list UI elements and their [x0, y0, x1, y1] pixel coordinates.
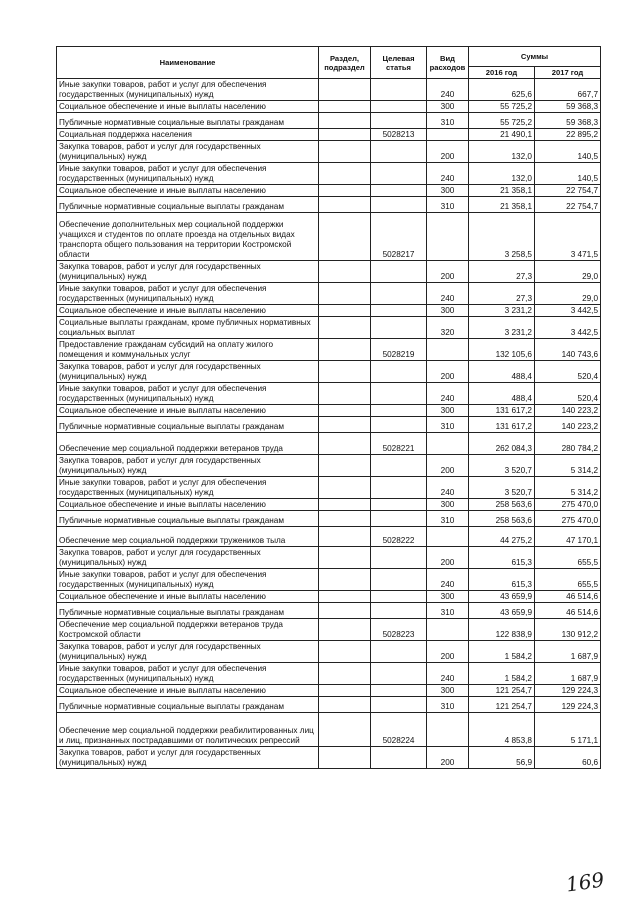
row-sum-2016: 615,3: [469, 569, 535, 591]
row-name: Публичные нормативные социальные выплаты гражданам: [57, 113, 319, 129]
row-sum-2016: 488,4: [469, 361, 535, 383]
row-name: Обеспечение мер социальной поддержки ветеранов труда Костромской области: [57, 619, 319, 641]
row-name: Социальное обеспечение и иные выплаты населению: [57, 185, 319, 197]
row-name: Социальное обеспечение и иные выплаты населению: [57, 685, 319, 697]
row-name: Обеспечение мер социальной поддержки ветеранов труда: [57, 433, 319, 455]
row-sum-2016: 3 520,7: [469, 477, 535, 499]
row-section: [319, 113, 371, 129]
header-section: Раздел, подраздел: [319, 47, 371, 79]
row-sum-2017: 47 170,1: [535, 527, 601, 547]
row-sum-2017: 29,0: [535, 283, 601, 305]
row-sum-2017: 22 754,7: [535, 185, 601, 197]
table-row: [57, 185, 601, 197]
page-number: 169: [564, 867, 606, 897]
row-sum-2016: 122 838,9: [469, 619, 535, 641]
row-target: [371, 569, 427, 591]
row-sum-2017: 140 743,6: [535, 339, 601, 361]
table-row: [57, 163, 601, 185]
row-sum-2016: 132,0: [469, 141, 535, 163]
row-sum-2017: 59 368,3: [535, 101, 601, 113]
row-sum-2017: 5 314,2: [535, 455, 601, 477]
row-name: Предоставление гражданам субсидий на оплату жилого помещения и коммунальных услуг: [57, 339, 319, 361]
table-row: [57, 197, 601, 213]
row-sum-2017: 3 442,5: [535, 317, 601, 339]
row-sum-2016: 121 254,7: [469, 685, 535, 697]
row-target: [371, 261, 427, 283]
row-sum-2016: 1 584,2: [469, 663, 535, 685]
row-target: 5028221: [371, 433, 427, 455]
row-section: [319, 591, 371, 603]
row-target: 5028223: [371, 619, 427, 641]
table-row: [57, 79, 601, 101]
row-sum-2017: 129 224,3: [535, 685, 601, 697]
row-sum-2017: 130 912,2: [535, 619, 601, 641]
row-sum-2016: 1 584,2: [469, 641, 535, 663]
row-name: Иные закупки товаров, работ и услуг для обеспечения государственных (муниципальных) нужд: [57, 477, 319, 499]
row-section: [319, 261, 371, 283]
row-section: [319, 163, 371, 185]
row-type: 200: [427, 641, 469, 663]
row-sum-2016: 44 275,2: [469, 527, 535, 547]
table-row: [57, 663, 601, 685]
row-type: 240: [427, 477, 469, 499]
row-sum-2017: 46 514,6: [535, 603, 601, 619]
row-sum-2017: 140 223,2: [535, 417, 601, 433]
row-sum-2017: 275 470,0: [535, 511, 601, 527]
row-sum-2017: 1 687,9: [535, 641, 601, 663]
row-name: Закупка товаров, работ и услуг для государственных (муниципальных) нужд: [57, 641, 319, 663]
row-target: [371, 603, 427, 619]
row-sum-2017: 140 223,2: [535, 405, 601, 417]
table-row: [57, 697, 601, 713]
row-sum-2016: 615,3: [469, 547, 535, 569]
row-sum-2017: 22 754,7: [535, 197, 601, 213]
header-year-2017: 2017 год: [535, 67, 601, 79]
row-type: 240: [427, 163, 469, 185]
row-type: 300: [427, 591, 469, 603]
row-sum-2017: 667,7: [535, 79, 601, 101]
row-target: [371, 383, 427, 405]
row-sum-2016: 56,9: [469, 747, 535, 769]
row-type: 200: [427, 141, 469, 163]
row-name: Иные закупки товаров, работ и услуг для обеспечения государственных (муниципальных) нужд: [57, 283, 319, 305]
row-sum-2016: 21 358,1: [469, 185, 535, 197]
table-row: [57, 511, 601, 527]
table-row: [57, 101, 601, 113]
table-row: [57, 361, 601, 383]
row-section: [319, 641, 371, 663]
table-row: [57, 405, 601, 417]
table-row: [57, 305, 601, 317]
row-sum-2017: 22 895,2: [535, 129, 601, 141]
row-type: 240: [427, 283, 469, 305]
row-section: [319, 213, 371, 261]
row-type: 310: [427, 603, 469, 619]
row-sum-2016: 488,4: [469, 383, 535, 405]
row-sum-2016: 132 105,6: [469, 339, 535, 361]
row-sum-2016: 121 254,7: [469, 697, 535, 713]
row-type: 200: [427, 261, 469, 283]
row-type: [427, 619, 469, 641]
row-target: [371, 405, 427, 417]
row-name: Закупка товаров, работ и услуг для государственных (муниципальных) нужд: [57, 261, 319, 283]
row-sum-2017: 280 784,2: [535, 433, 601, 455]
row-type: 200: [427, 547, 469, 569]
row-target: [371, 113, 427, 129]
row-sum-2016: 4 853,8: [469, 713, 535, 747]
row-sum-2016: 27,3: [469, 261, 535, 283]
row-target: 5028213: [371, 129, 427, 141]
row-sum-2016: 43 659,9: [469, 603, 535, 619]
budget-table: [56, 46, 601, 769]
row-section: [319, 317, 371, 339]
header-target: Целевая статья: [371, 47, 427, 79]
row-name: Обеспечение мер социальной поддержки реабилитированных лиц и лиц, признанных пострадавшими от политических репрессий: [57, 713, 319, 747]
row-name: Социальное обеспечение и иные выплаты населению: [57, 305, 319, 317]
row-sum-2017: 275 470,0: [535, 499, 601, 511]
row-section: [319, 477, 371, 499]
row-type: 200: [427, 747, 469, 769]
row-target: [371, 283, 427, 305]
row-name: Закупка товаров, работ и услуг для государственных (муниципальных) нужд: [57, 547, 319, 569]
row-type: 300: [427, 185, 469, 197]
row-type: [427, 339, 469, 361]
row-section: [319, 455, 371, 477]
row-section: [319, 79, 371, 101]
row-type: 310: [427, 197, 469, 213]
row-section: [319, 511, 371, 527]
row-type: [427, 527, 469, 547]
row-section: [319, 361, 371, 383]
row-type: 300: [427, 305, 469, 317]
row-name: Социальное обеспечение и иные выплаты населению: [57, 591, 319, 603]
table-row: [57, 641, 601, 663]
row-sum-2017: 140,5: [535, 141, 601, 163]
row-section: [319, 619, 371, 641]
row-type: 300: [427, 405, 469, 417]
row-sum-2017: 520,4: [535, 383, 601, 405]
row-name: Социальная поддержка населения: [57, 129, 319, 141]
row-name: Иные закупки товаров, работ и услуг для обеспечения государственных (муниципальных) нужд: [57, 163, 319, 185]
row-sum-2017: 3 471,5: [535, 213, 601, 261]
row-type: 240: [427, 569, 469, 591]
table-row: [57, 283, 601, 305]
row-target: [371, 511, 427, 527]
row-name: Иные закупки товаров, работ и услуг для обеспечения государственных (муниципальных) нужд: [57, 569, 319, 591]
row-sum-2017: 3 442,5: [535, 305, 601, 317]
row-section: [319, 405, 371, 417]
header-sums: Суммы: [469, 47, 601, 67]
row-target: [371, 79, 427, 101]
header-type: Вид расходов: [427, 47, 469, 79]
row-type: [427, 129, 469, 141]
table-row: [57, 129, 601, 141]
row-type: [427, 713, 469, 747]
row-target: [371, 747, 427, 769]
row-section: [319, 141, 371, 163]
row-sum-2017: 29,0: [535, 261, 601, 283]
row-section: [319, 383, 371, 405]
header-year-2016: 2016 год: [469, 67, 535, 79]
row-target: [371, 663, 427, 685]
row-name: Социальное обеспечение и иные выплаты населению: [57, 499, 319, 511]
row-sum-2017: 655,5: [535, 547, 601, 569]
row-section: [319, 417, 371, 433]
row-sum-2016: 55 725,2: [469, 113, 535, 129]
row-target: [371, 317, 427, 339]
row-name: Публичные нормативные социальные выплаты гражданам: [57, 417, 319, 433]
table-row: [57, 433, 601, 455]
row-name: Публичные нормативные социальные выплаты гражданам: [57, 603, 319, 619]
row-target: [371, 499, 427, 511]
row-name: Закупка товаров, работ и услуг для государственных (муниципальных) нужд: [57, 361, 319, 383]
table-row: [57, 603, 601, 619]
row-section: [319, 663, 371, 685]
row-section: [319, 713, 371, 747]
header-name: Наименование: [57, 47, 319, 79]
row-section: [319, 747, 371, 769]
table-row: [57, 713, 601, 747]
row-target: [371, 141, 427, 163]
table-row: [57, 261, 601, 283]
row-target: [371, 185, 427, 197]
table-row: [57, 747, 601, 769]
table-row: [57, 685, 601, 697]
row-sum-2017: 1 687,9: [535, 663, 601, 685]
row-section: [319, 101, 371, 113]
row-type: 310: [427, 417, 469, 433]
row-target: [371, 591, 427, 603]
row-type: 200: [427, 361, 469, 383]
row-sum-2017: 520,4: [535, 361, 601, 383]
row-target: 5028219: [371, 339, 427, 361]
row-name: Публичные нормативные социальные выплаты гражданам: [57, 697, 319, 713]
row-type: 300: [427, 685, 469, 697]
row-sum-2016: 55 725,2: [469, 101, 535, 113]
row-name: Социальное обеспечение и иные выплаты населению: [57, 405, 319, 417]
row-sum-2016: 21 490,1: [469, 129, 535, 141]
row-sum-2016: 258 563,6: [469, 499, 535, 511]
row-type: 240: [427, 383, 469, 405]
row-type: 300: [427, 101, 469, 113]
row-type: 240: [427, 663, 469, 685]
row-type: 310: [427, 697, 469, 713]
row-type: [427, 433, 469, 455]
row-target: [371, 361, 427, 383]
row-section: [319, 527, 371, 547]
row-section: [319, 339, 371, 361]
table-row: [57, 317, 601, 339]
row-type: 200: [427, 455, 469, 477]
row-name: Иные закупки товаров, работ и услуг для обеспечения государственных (муниципальных) нужд: [57, 383, 319, 405]
table-row: [57, 113, 601, 129]
table-row: [57, 547, 601, 569]
row-target: [371, 477, 427, 499]
row-sum-2016: 131 617,2: [469, 405, 535, 417]
table-row: [57, 477, 601, 499]
row-name: Социальные выплаты гражданам, кроме публичных нормативных социальных выплат: [57, 317, 319, 339]
row-target: [371, 455, 427, 477]
row-section: [319, 547, 371, 569]
row-name: Закупка товаров, работ и услуг для государственных (муниципальных) нужд: [57, 141, 319, 163]
row-sum-2017: 140,5: [535, 163, 601, 185]
row-sum-2017: 46 514,6: [535, 591, 601, 603]
row-section: [319, 185, 371, 197]
row-section: [319, 433, 371, 455]
row-name: Социальное обеспечение и иные выплаты населению: [57, 101, 319, 113]
budget-table-sheet: [56, 46, 600, 769]
row-name: Публичные нормативные социальные выплаты гражданам: [57, 511, 319, 527]
row-sum-2017: 5 171,1: [535, 713, 601, 747]
row-name: Закупка товаров, работ и услуг для государственных (муниципальных) нужд: [57, 455, 319, 477]
row-sum-2017: 129 224,3: [535, 697, 601, 713]
row-section: [319, 569, 371, 591]
row-section: [319, 283, 371, 305]
row-sum-2017: 5 314,2: [535, 477, 601, 499]
row-target: [371, 163, 427, 185]
row-target: [371, 685, 427, 697]
row-target: 5028224: [371, 713, 427, 747]
row-sum-2017: 60,6: [535, 747, 601, 769]
table-row: [57, 455, 601, 477]
row-type: 310: [427, 511, 469, 527]
row-sum-2016: 262 084,3: [469, 433, 535, 455]
table-row: [57, 141, 601, 163]
row-name: Иные закупки товаров, работ и услуг для обеспечения государственных (муниципальных) нужд: [57, 79, 319, 101]
row-type: [427, 213, 469, 261]
row-type: 240: [427, 79, 469, 101]
row-name: Обеспечение мер социальной поддержки тружеников тыла: [57, 527, 319, 547]
row-target: [371, 305, 427, 317]
row-sum-2016: 43 659,9: [469, 591, 535, 603]
table-body: [57, 79, 601, 769]
table-row: [57, 499, 601, 511]
row-type: 300: [427, 499, 469, 511]
row-section: [319, 697, 371, 713]
row-sum-2016: 27,3: [469, 283, 535, 305]
table-row: [57, 569, 601, 591]
table-row: [57, 527, 601, 547]
row-section: [319, 685, 371, 697]
row-target: 5028222: [371, 527, 427, 547]
row-section: [319, 197, 371, 213]
table-row: [57, 591, 601, 603]
row-name: Обеспечение дополнительных мер социальной поддержки учащихся и студентов по оплате проезда на отдельных видах транспорта общего пользования на территории Костромской области: [57, 213, 319, 261]
row-target: 5028217: [371, 213, 427, 261]
row-sum-2016: 3 231,2: [469, 305, 535, 317]
row-target: [371, 547, 427, 569]
row-target: [371, 417, 427, 433]
row-sum-2016: 132,0: [469, 163, 535, 185]
row-name: Публичные нормативные социальные выплаты гражданам: [57, 197, 319, 213]
row-section: [319, 305, 371, 317]
row-sum-2016: 3 258,5: [469, 213, 535, 261]
row-section: [319, 129, 371, 141]
row-section: [319, 603, 371, 619]
row-sum-2016: 258 563,6: [469, 511, 535, 527]
table-row: [57, 383, 601, 405]
row-sum-2017: 655,5: [535, 569, 601, 591]
row-section: [319, 499, 371, 511]
row-sum-2016: 3 231,2: [469, 317, 535, 339]
table-row: [57, 619, 601, 641]
row-target: [371, 101, 427, 113]
row-type: 310: [427, 113, 469, 129]
row-name: Закупка товаров, работ и услуг для государственных (муниципальных) нужд: [57, 747, 319, 769]
row-sum-2016: 3 520,7: [469, 455, 535, 477]
row-target: [371, 641, 427, 663]
row-sum-2017: 59 368,3: [535, 113, 601, 129]
row-name: Иные закупки товаров, работ и услуг для обеспечения государственных (муниципальных) нужд: [57, 663, 319, 685]
table-row: [57, 213, 601, 261]
row-type: 320: [427, 317, 469, 339]
table-row: [57, 417, 601, 433]
row-target: [371, 197, 427, 213]
row-sum-2016: 21 358,1: [469, 197, 535, 213]
row-sum-2016: 131 617,2: [469, 417, 535, 433]
table-row: [57, 339, 601, 361]
row-sum-2016: 625,6: [469, 79, 535, 101]
row-target: [371, 697, 427, 713]
